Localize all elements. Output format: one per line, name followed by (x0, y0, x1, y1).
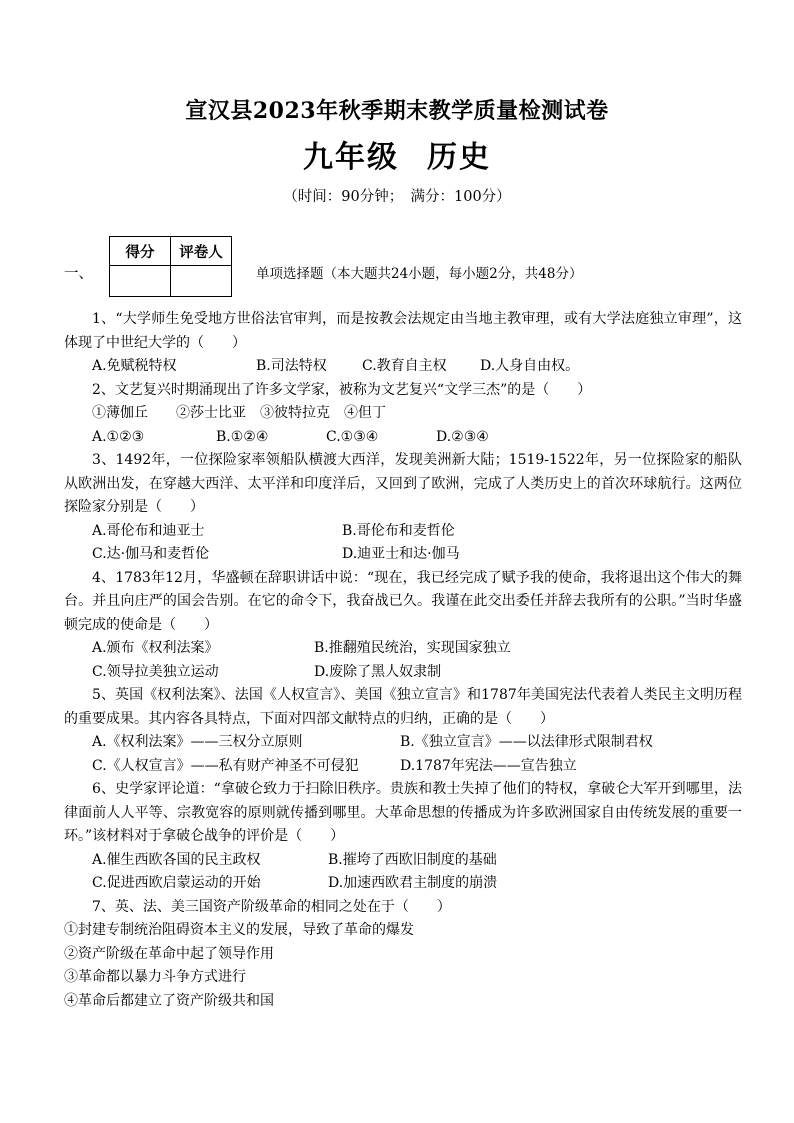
grader-cell[interactable] (171, 266, 232, 297)
question-2-options (64, 426, 742, 450)
option-d[interactable]: D.人身自由权。 (480, 358, 580, 374)
exam-subtitle (0, 132, 794, 176)
question-4-options-row2 (64, 661, 742, 685)
option-a[interactable]: A.免赋税特权 (92, 358, 177, 374)
score-header: 得分 (110, 237, 171, 266)
question-2-stem: 2、文艺复兴时期涌现出了许多文学家，被称为文艺复兴“文学三杰”的是（ ） (92, 381, 592, 398)
option-c[interactable]: C.《人权宣言》——私有财产神圣不可侵犯 (92, 757, 359, 774)
option-a[interactable]: A.哥伦布和迪亚士 (92, 522, 205, 539)
question-5-stem: 5、英国《权利法案》、法国《人权宣言》、美国《独立宣言》和1787年美国宪法代表着人类民主文明历程的重要成果。其内容各具特点，下面对四部文献特点的归纳，正确的是（ ） (64, 687, 742, 727)
option-d[interactable]: D.迪亚士和达·伽马 (342, 546, 460, 562)
option-c[interactable]: C.①③④ (326, 428, 379, 445)
option-b[interactable]: B.司法特权 (256, 358, 327, 374)
option-a[interactable]: A.《权利法案》——三权分立原则 (92, 734, 303, 750)
question-1-stem: 1、“大学师生免受地方世俗法官审判，而是按教会法规定由当地主教审理，或有大学法庭独立审理”，这体现了中世纪大学的（ ） (64, 311, 742, 351)
option-b[interactable]: B.推翻殖民统治，实现国家独立 (314, 640, 511, 656)
score-cell[interactable] (110, 266, 171, 297)
option-a[interactable]: A.催生西欧各国的民主政权 (92, 851, 261, 868)
question-list (64, 308, 742, 1013)
question-2-items: ①薄伽丘 ②莎士比亚 ③彼特拉克 ④但丁 (92, 405, 386, 421)
exam-title: 宣汉县2023年秋季期末教学质量检测试卷 (185, 98, 609, 124)
question-7-statement-3: ③革命都以暴力斗争方式进行 (64, 969, 246, 985)
question-3-options-row2 (64, 543, 742, 567)
grader-header: 评卷人 (171, 237, 232, 266)
option-d[interactable]: D.废除了黑人奴隶制 (314, 663, 442, 680)
score-box (109, 236, 232, 297)
option-b[interactable]: B.摧垮了西欧旧制度的基础 (328, 851, 497, 868)
option-c[interactable]: C.领导拉美独立运动 (92, 663, 219, 680)
question-6-options-row1 (64, 849, 742, 873)
option-d[interactable]: D.加速西欧君主制度的崩溃 (328, 875, 498, 891)
question-5-options-row1 (64, 731, 742, 755)
time-info: （时间：90分钟； 满分：100分） (283, 189, 511, 205)
question-1-options (64, 355, 742, 379)
option-b[interactable]: B.①②④ (216, 428, 269, 445)
subject-label: 历史 (427, 140, 491, 175)
section-title: 单项选择题（本大题共24小题，每小题2分，共48分） (256, 266, 583, 282)
question-6-stem: 6、史学家评论道：“拿破仑致力于扫除旧秩序。贵族和教士失掉了他们的特权，拿破仑大军开到哪里，法律面前人人平等、宗教宽容的原则就传播到哪里。大革命思想的传播成为许多欧洲国家自由传统发展的重要一环。”该材料对于拿破仑战争的评价是（ ） (64, 781, 742, 844)
option-d[interactable]: D.1787年宪法——宣告独立 (400, 757, 577, 774)
option-c[interactable]: C.教育自主权 (362, 358, 447, 374)
question-7-stem: 7、英、法、美三国资产阶级革命的相同之处在于（ ） (92, 898, 451, 915)
question-4-options-row1 (64, 637, 742, 661)
option-a[interactable]: A.①②③ (92, 428, 145, 445)
grade-label: 九年级 (303, 140, 399, 175)
question-7-statement-4: ④革命后都建立了资产阶级共和国 (64, 992, 274, 1009)
option-c[interactable]: C.达·伽马和麦哲伦 (92, 546, 210, 562)
question-3-stem: 3、1492年，一位探险家率领船队横渡大西洋，发现美洲新大陆；1519-1522年，另一位探险家的船队从欧洲出发，在穿越大西洋、太平洋和印度洋后，又回到了欧洲，完成了人类历史上的首次环球航行。这两位探险家分别是（ ） (64, 452, 742, 515)
question-6-options-row2 (64, 872, 742, 896)
question-3-options-row1 (64, 520, 742, 544)
section-number: 一、 (64, 266, 93, 282)
question-4-stem: 4、1783年12月，华盛顿在辞职讲话中说：“现在，我已经完成了赋予我的使命，我将退出这个伟大的舞台。并且向庄严的国会告别。在它的命令下，我奋战已久。我谨在此交出委任并辞去我所有的公职。”当时华盛顿完成的使命是（ ） (64, 569, 742, 633)
option-b[interactable]: B.《独立宣言》——以法律形式限制君权 (400, 734, 653, 750)
option-c[interactable]: C.促进西欧启蒙运动的开始 (92, 875, 261, 891)
question-5-options-row2 (64, 755, 742, 779)
question-7-statement-1: ①封建专制统治阻碍资本主义的发展，导致了革命的爆发 (64, 922, 414, 938)
option-b[interactable]: B.哥伦布和麦哲伦 (342, 522, 455, 539)
question-7-statement-2: ②资产阶级在革命中起了领导作用 (64, 945, 274, 962)
option-d[interactable]: D.②③④ (436, 428, 489, 445)
option-a[interactable]: A.颁布《权利法案》 (92, 640, 219, 656)
